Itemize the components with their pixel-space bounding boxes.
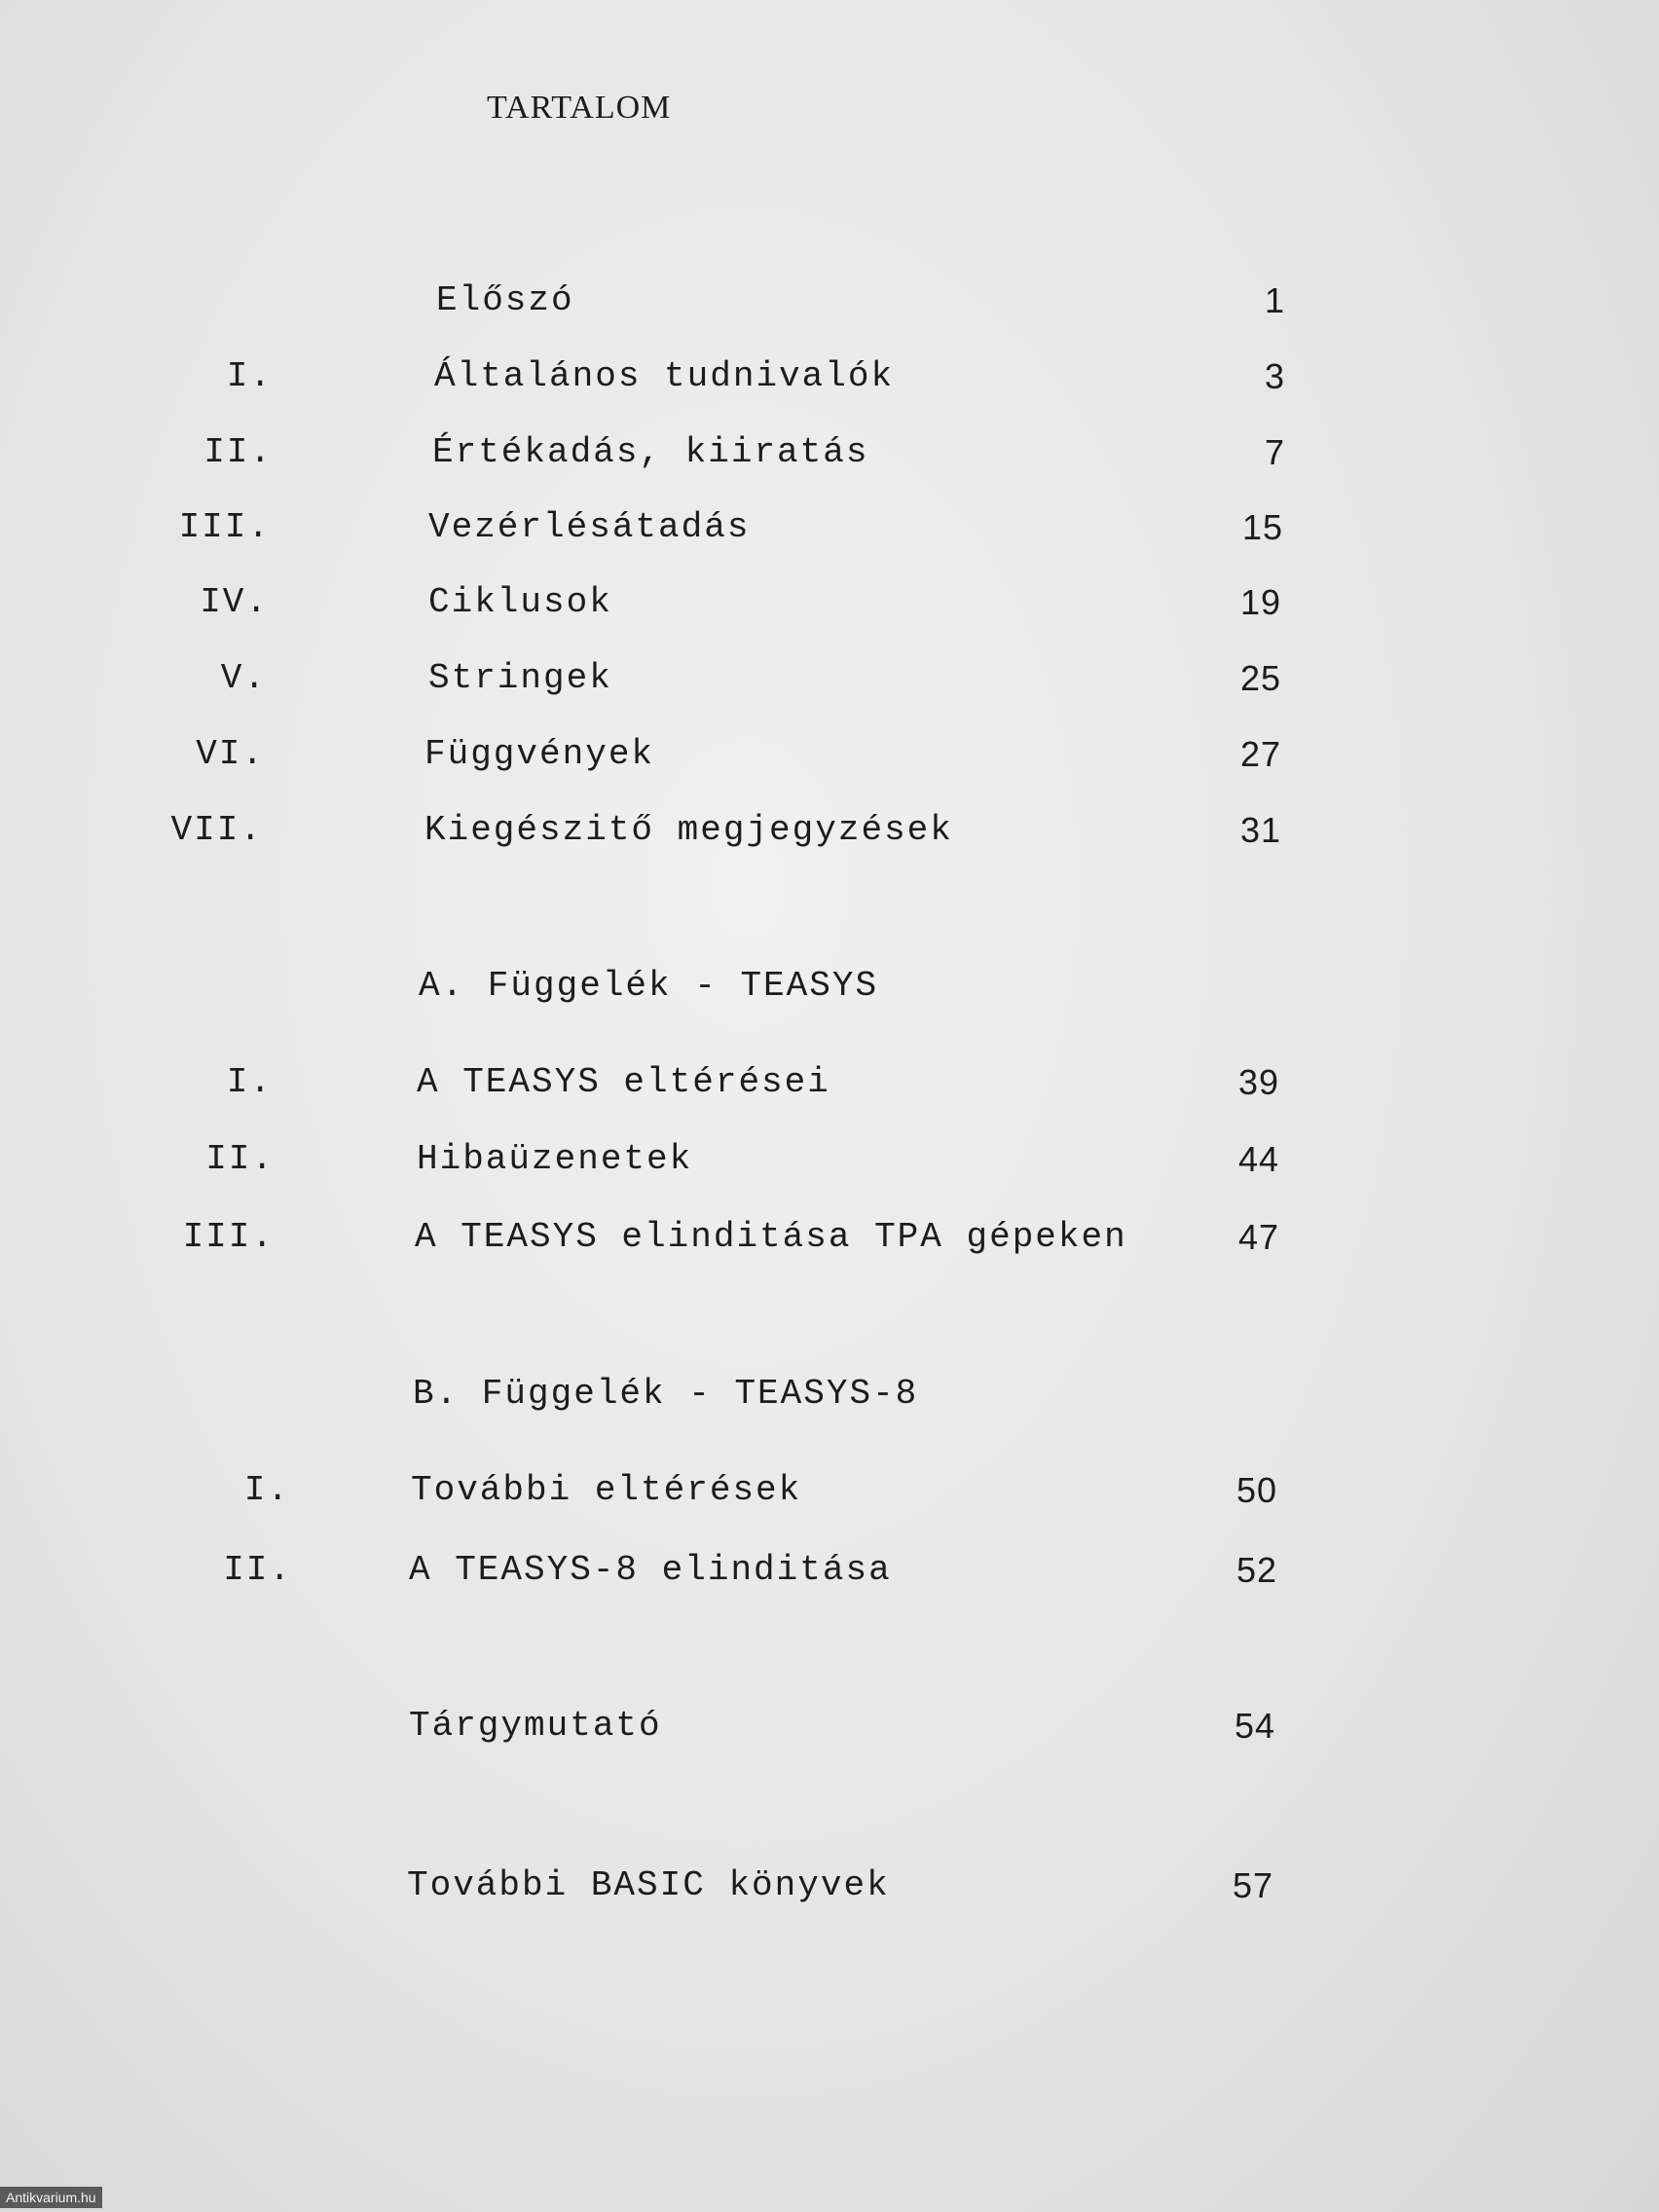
toc-entry [0, 1135, 1659, 1184]
toc-entry [0, 578, 1659, 627]
watermark: Antikvarium.hu [0, 2187, 102, 2208]
toc-entry-more-books [0, 1862, 1659, 1910]
page-number: 31 [1239, 810, 1281, 850]
page-number: 57 [1232, 1865, 1273, 1905]
toc-entry [0, 428, 1659, 477]
page-number: 3 [1264, 356, 1285, 396]
toc-entry-preface [0, 276, 1659, 325]
chapter-title: További eltérések [411, 1470, 802, 1510]
toc-title: TARTALOM [487, 90, 672, 126]
chapter-title: A TEASYS elinditása TPA gépeken [415, 1217, 1127, 1257]
toc-entry [0, 1213, 1659, 1262]
page-number: 25 [1239, 658, 1281, 698]
page-number: 7 [1264, 432, 1285, 472]
chapter-number: II. [205, 1139, 275, 1179]
chapter-title: További BASIC könyvek [407, 1865, 890, 1905]
chapter-number: I. [226, 1062, 273, 1102]
chapter-number: VII. [170, 810, 263, 850]
page-number: 47 [1237, 1217, 1279, 1257]
toc-entry-index [0, 1702, 1659, 1751]
toc-entry [0, 352, 1659, 401]
chapter-title: Értékadás, kiiratás [432, 432, 869, 472]
chapter-title: Kiegészitő megjegyzések [424, 810, 953, 850]
chapter-title: Általános tudnivalók [434, 356, 895, 396]
toc-entry [0, 503, 1659, 552]
chapter-number: IV. [200, 582, 269, 622]
chapter-number: III. [178, 507, 271, 547]
chapter-title: Tárgymutató [409, 1706, 662, 1746]
chapter-title: Függvények [424, 734, 655, 774]
toc-entry [0, 654, 1659, 703]
chapter-title: A TEASYS eltérései [417, 1062, 830, 1102]
page-number: 52 [1235, 1550, 1277, 1590]
chapter-number: II. [203, 432, 273, 472]
chapter-title: Stringek [428, 658, 612, 698]
chapter-title: A TEASYS-8 elinditása [409, 1550, 892, 1590]
appendix-b-heading: B. Függelék - TEASYS-8 [413, 1374, 919, 1414]
toc-entry [0, 1546, 1659, 1595]
appendix-a-heading: A. Függelék - TEASYS [419, 966, 879, 1006]
chapter-number: I. [226, 356, 273, 396]
chapter-number: V. [220, 658, 267, 698]
page-number: 19 [1239, 582, 1281, 622]
chapter-title: Hibaüzenetek [417, 1139, 693, 1179]
page-number: 44 [1237, 1139, 1279, 1179]
page-number: 39 [1237, 1062, 1279, 1102]
chapter-title: Előszó [436, 280, 574, 320]
chapter-title: Vezérlésátadás [428, 507, 751, 547]
page-number: 54 [1234, 1706, 1275, 1746]
chapter-number: II. [223, 1550, 292, 1590]
toc-entry [0, 806, 1659, 855]
toc-entry [0, 1466, 1659, 1515]
page-number: 27 [1239, 734, 1281, 774]
page-number: 50 [1235, 1470, 1277, 1510]
toc-entry [0, 1058, 1659, 1107]
chapter-number: III. [182, 1217, 275, 1257]
toc-entry [0, 730, 1659, 779]
chapter-title: Ciklusok [428, 582, 612, 622]
chapter-number: I. [243, 1470, 290, 1510]
chapter-number: VI. [196, 734, 265, 774]
page-number: 1 [1264, 280, 1285, 320]
page-number: 15 [1241, 507, 1283, 547]
